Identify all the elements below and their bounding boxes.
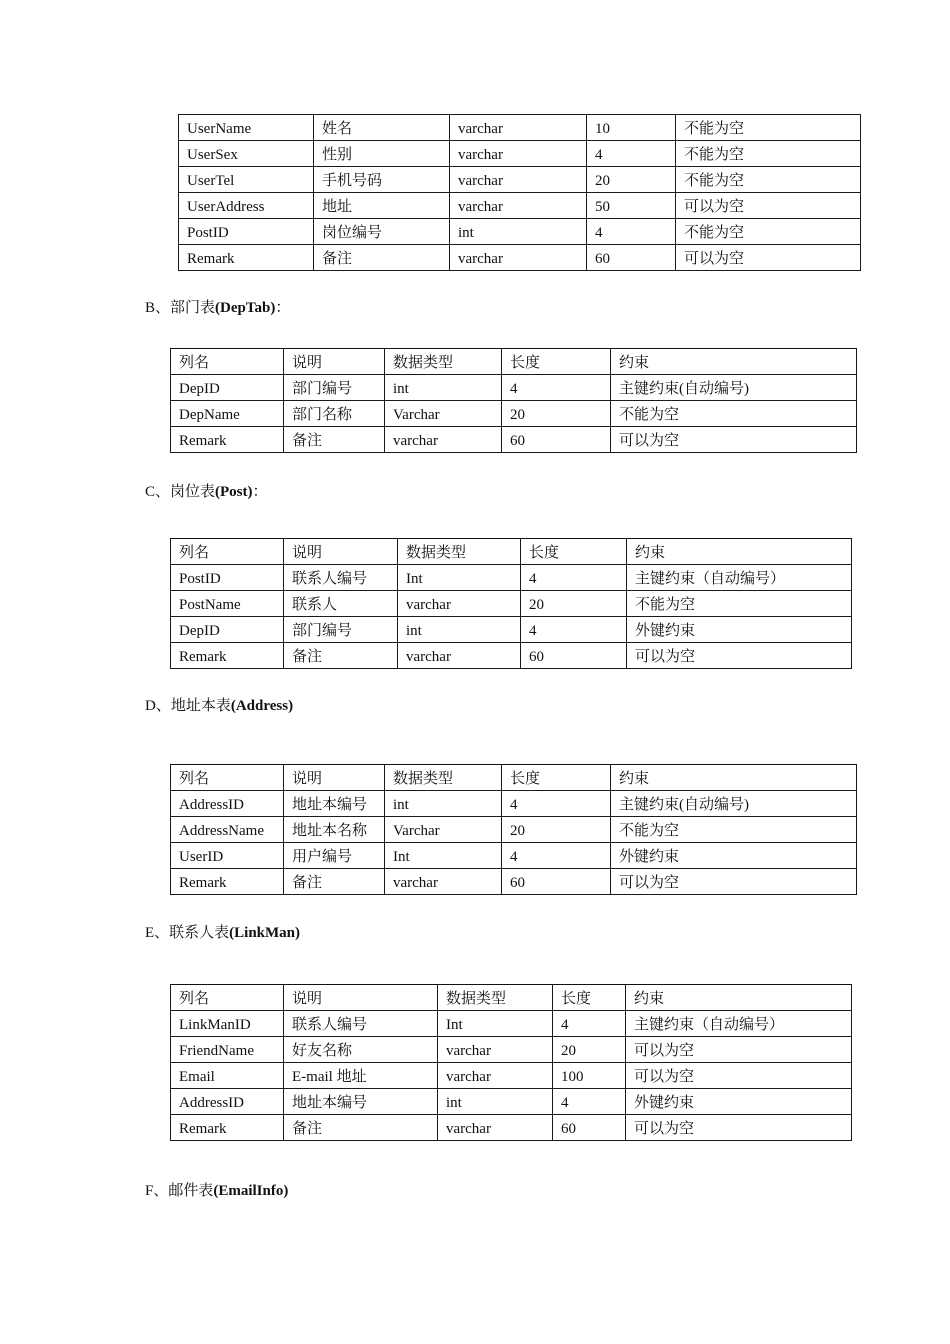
length-cell: 4: [502, 843, 611, 869]
data-type-cell: varchar: [398, 643, 521, 669]
length-cell: 60: [521, 643, 627, 669]
constraint-cell: 不能为空: [611, 817, 857, 843]
description-cell: 部门编号: [284, 617, 398, 643]
table-row: [171, 1037, 852, 1063]
length-cell: 20: [587, 167, 676, 193]
description-cell: 备注: [284, 869, 385, 895]
constraint-cell: 外键约束: [626, 1089, 852, 1115]
deptab-table: [170, 348, 857, 453]
description-cell: 备注: [314, 245, 450, 271]
length-cell: 60: [502, 427, 611, 453]
data-type-cell: varchar: [438, 1063, 553, 1089]
column-name-cell: UserAddress: [179, 193, 314, 219]
table-row: [171, 791, 857, 817]
column-name-cell: AddressID: [171, 791, 284, 817]
description-cell: 地址: [314, 193, 450, 219]
column-name-cell: Remark: [171, 643, 284, 669]
length-cell: 20: [502, 401, 611, 427]
table-row: [171, 591, 852, 617]
column-name-cell: LinkManID: [171, 1011, 284, 1037]
header-cell: 说明: [284, 765, 385, 791]
data-type-cell: varchar: [450, 141, 587, 167]
description-cell: 地址本编号: [284, 1089, 438, 1115]
header-cell: 列名: [171, 539, 284, 565]
data-type-cell: int: [385, 791, 502, 817]
table-row: [171, 817, 857, 843]
table-row: [179, 115, 861, 141]
length-cell: 60: [502, 869, 611, 895]
description-cell: 手机号码: [314, 167, 450, 193]
table-row: [179, 219, 861, 245]
table-header-row: [171, 765, 857, 791]
column-name-cell: DepName: [171, 401, 284, 427]
constraint-cell: 主键约束(自动编号): [611, 791, 857, 817]
constraint-cell: 可以为空: [627, 643, 852, 669]
table-row: [179, 193, 861, 219]
column-name-cell: Remark: [171, 427, 284, 453]
table-header-row: [171, 985, 852, 1011]
constraint-cell: 可以为空: [676, 245, 861, 271]
length-cell: 4: [521, 617, 627, 643]
description-cell: 姓名: [314, 115, 450, 141]
table-row: [179, 167, 861, 193]
table-header-row: [171, 539, 852, 565]
length-cell: 50: [587, 193, 676, 219]
column-name-cell: PostName: [171, 591, 284, 617]
constraint-cell: 主键约束（自动编号）: [626, 1011, 852, 1037]
column-name-cell: UserName: [179, 115, 314, 141]
header-cell: 长度: [521, 539, 627, 565]
data-type-cell: varchar: [385, 427, 502, 453]
linkman-table: [170, 984, 852, 1141]
length-cell: 4: [502, 375, 611, 401]
constraint-cell: 可以为空: [626, 1063, 852, 1089]
header-cell: 说明: [284, 539, 398, 565]
constraint-cell: 不能为空: [676, 115, 861, 141]
header-cell: 列名: [171, 985, 284, 1011]
table-row: [171, 1089, 852, 1115]
constraint-cell: 不能为空: [676, 141, 861, 167]
column-name-cell: Remark: [171, 869, 284, 895]
constraint-cell: 不能为空: [611, 401, 857, 427]
table-row: [171, 1115, 852, 1141]
description-cell: 备注: [284, 643, 398, 669]
description-cell: 部门编号: [284, 375, 385, 401]
data-type-cell: varchar: [450, 193, 587, 219]
header-cell: 约束: [627, 539, 852, 565]
table-row: [171, 1011, 852, 1037]
header-cell: 约束: [626, 985, 852, 1011]
length-cell: 100: [553, 1063, 626, 1089]
description-cell: 部门名称: [284, 401, 385, 427]
length-cell: 4: [521, 565, 627, 591]
user-table: [178, 114, 861, 271]
table-row: [171, 643, 852, 669]
data-type-cell: Int: [385, 843, 502, 869]
table-row: [171, 375, 857, 401]
data-type-cell: Varchar: [385, 817, 502, 843]
description-cell: 联系人: [284, 591, 398, 617]
table-row: [171, 843, 857, 869]
description-cell: 好友名称: [284, 1037, 438, 1063]
header-cell: 数据类型: [385, 765, 502, 791]
length-cell: 4: [587, 219, 676, 245]
header-cell: 数据类型: [385, 349, 502, 375]
column-name-cell: Email: [171, 1063, 284, 1089]
length-cell: 20: [502, 817, 611, 843]
section-heading-post: C、岗位表(Post)：: [145, 484, 268, 500]
header-cell: 长度: [502, 765, 611, 791]
data-type-cell: Varchar: [385, 401, 502, 427]
data-type-cell: int: [398, 617, 521, 643]
table-row: [179, 141, 861, 167]
description-cell: 地址本名称: [284, 817, 385, 843]
description-cell: 备注: [284, 1115, 438, 1141]
data-type-cell: varchar: [450, 245, 587, 271]
constraint-cell: 不能为空: [627, 591, 852, 617]
table-row: [171, 617, 852, 643]
data-type-cell: varchar: [385, 869, 502, 895]
length-cell: 20: [553, 1037, 626, 1063]
constraint-cell: 不能为空: [676, 167, 861, 193]
column-name-cell: Remark: [179, 245, 314, 271]
description-cell: 用户编号: [284, 843, 385, 869]
description-cell: E-mail 地址: [284, 1063, 438, 1089]
constraint-cell: 主键约束（自动编号）: [627, 565, 852, 591]
constraint-cell: 可以为空: [611, 869, 857, 895]
data-type-cell: varchar: [398, 591, 521, 617]
column-name-cell: AddressName: [171, 817, 284, 843]
column-name-cell: UserID: [171, 843, 284, 869]
description-cell: 联系人编号: [284, 1011, 438, 1037]
constraint-cell: 可以为空: [626, 1037, 852, 1063]
column-name-cell: UserSex: [179, 141, 314, 167]
length-cell: 60: [553, 1115, 626, 1141]
section-heading-linkman: E、联系人表(LinkMan): [145, 925, 301, 941]
header-cell: 说明: [284, 985, 438, 1011]
section-heading-deptab: B、部门表(DepTab)：: [145, 300, 291, 316]
header-cell: 列名: [171, 349, 284, 375]
post-table: [170, 538, 852, 669]
constraint-cell: 不能为空: [676, 219, 861, 245]
table-row: [171, 427, 857, 453]
table-header-row: [171, 349, 857, 375]
length-cell: 4: [553, 1011, 626, 1037]
description-cell: 地址本编号: [284, 791, 385, 817]
data-type-cell: varchar: [438, 1115, 553, 1141]
column-name-cell: DepID: [171, 375, 284, 401]
length-cell: 60: [587, 245, 676, 271]
data-type-cell: int: [450, 219, 587, 245]
section-heading-address: D、地址本表(Address): [145, 698, 294, 714]
column-name-cell: PostID: [179, 219, 314, 245]
constraint-cell: 可以为空: [626, 1115, 852, 1141]
header-cell: 长度: [553, 985, 626, 1011]
constraint-cell: 可以为空: [676, 193, 861, 219]
data-type-cell: int: [385, 375, 502, 401]
table-row: [171, 401, 857, 427]
header-cell: 约束: [611, 349, 857, 375]
header-cell: 说明: [284, 349, 385, 375]
header-cell: 约束: [611, 765, 857, 791]
data-type-cell: int: [438, 1089, 553, 1115]
length-cell: 20: [521, 591, 627, 617]
constraint-cell: 主键约束(自动编号): [611, 375, 857, 401]
data-type-cell: varchar: [438, 1037, 553, 1063]
header-cell: 数据类型: [438, 985, 553, 1011]
header-cell: 长度: [502, 349, 611, 375]
header-cell: 数据类型: [398, 539, 521, 565]
length-cell: 4: [553, 1089, 626, 1115]
length-cell: 10: [587, 115, 676, 141]
length-cell: 4: [502, 791, 611, 817]
section-heading-emailinfo: F、邮件表(EmailInfo): [145, 1183, 289, 1199]
description-cell: 岗位编号: [314, 219, 450, 245]
column-name-cell: Remark: [171, 1115, 284, 1141]
description-cell: 性别: [314, 141, 450, 167]
table-row: [179, 245, 861, 271]
column-name-cell: FriendName: [171, 1037, 284, 1063]
table-row: [171, 1063, 852, 1089]
data-type-cell: Int: [398, 565, 521, 591]
table-row: [171, 869, 857, 895]
column-name-cell: PostID: [171, 565, 284, 591]
column-name-cell: AddressID: [171, 1089, 284, 1115]
constraint-cell: 外键约束: [627, 617, 852, 643]
header-cell: 列名: [171, 765, 284, 791]
length-cell: 4: [587, 141, 676, 167]
description-cell: 备注: [284, 427, 385, 453]
data-type-cell: varchar: [450, 167, 587, 193]
constraint-cell: 可以为空: [611, 427, 857, 453]
table-row: [171, 565, 852, 591]
address-table: [170, 764, 857, 895]
data-type-cell: Int: [438, 1011, 553, 1037]
column-name-cell: UserTel: [179, 167, 314, 193]
description-cell: 联系人编号: [284, 565, 398, 591]
column-name-cell: DepID: [171, 617, 284, 643]
data-type-cell: varchar: [450, 115, 587, 141]
constraint-cell: 外键约束: [611, 843, 857, 869]
